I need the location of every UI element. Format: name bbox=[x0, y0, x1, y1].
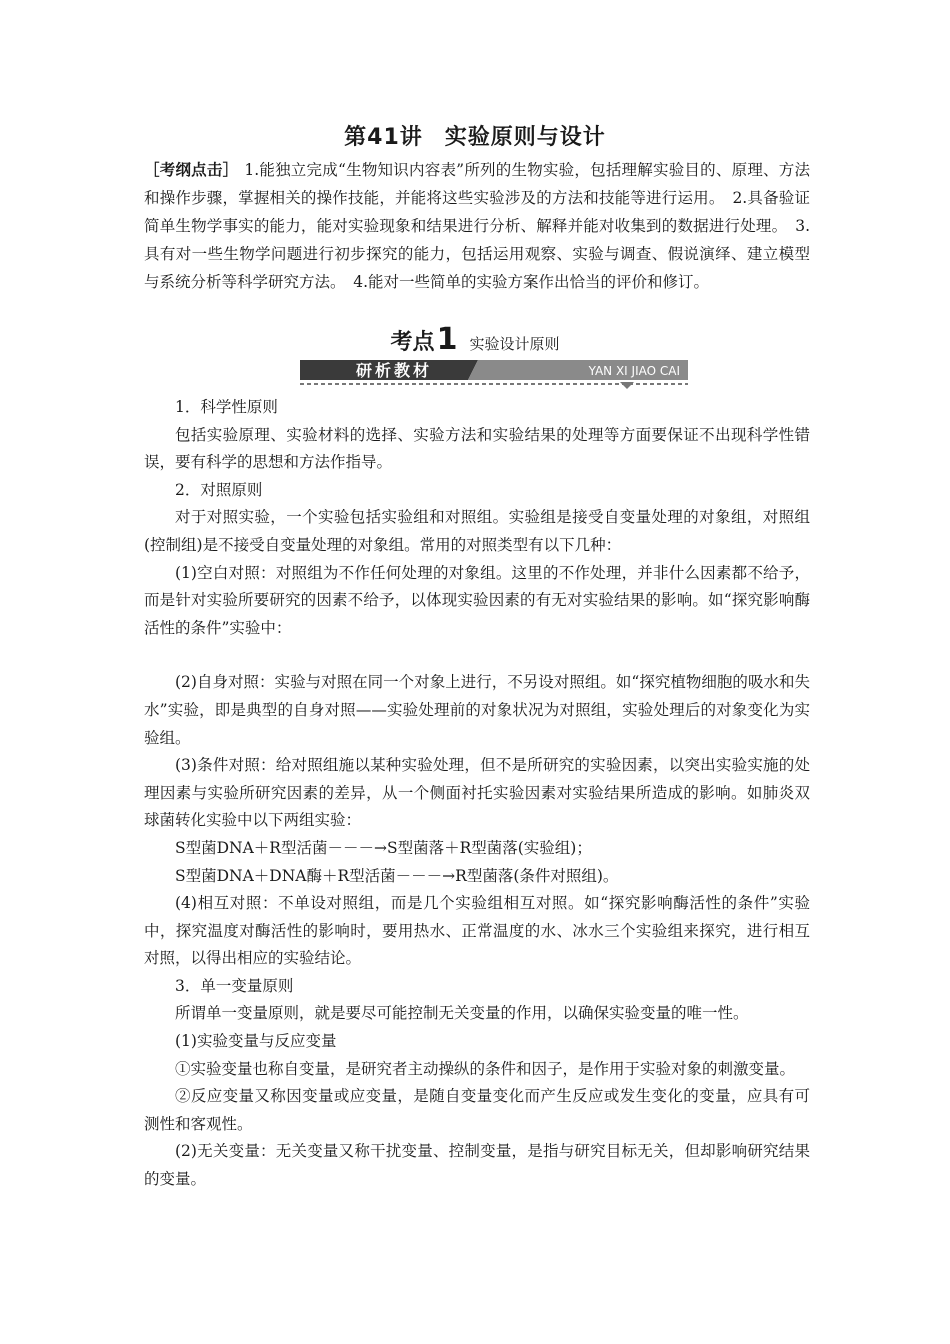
paragraph: 对于对照实验，一个实验包括实验组和对照组。实验组是接受自变量处理的对象组，对照组(控制组)是不接受自变量处理的对象组。常用的对照类型有以下几种： bbox=[144, 508, 810, 554]
syllabus-tag: ［考纲点击］ bbox=[144, 161, 239, 179]
kaodian-label: 考点 bbox=[390, 330, 435, 355]
content-body bbox=[144, 394, 810, 1194]
subheading: (1)实验变量与反应变量 bbox=[175, 1032, 337, 1051]
heading-scientific-principle: 1．科学性原则 bbox=[175, 398, 278, 416]
paragraph: 所谓单一变量原则，就是要尽可能控制无关变量的作用，以确保实验变量的唯一性。 bbox=[175, 1004, 749, 1023]
paragraph: 包括实验原理、实验材料的选择、实验方法和实验结果的处理等方面要保证不出现科学性错误，要有科学的思想和方法作指导。 bbox=[144, 425, 810, 472]
equation-line: S型菌DNA＋R型活菌－－－→S型菌落＋R型菌落(实验组)； bbox=[175, 838, 592, 857]
chevron-down-icon bbox=[620, 382, 634, 389]
paragraph: (2)自身对照：实验与对照在同一个对象上进行，不另设对照组。如“探究植物细胞的吸水和失水”实验，即是典型的自身对照——实验处理前的对象状况为对照组，实验处理后的对象变化为实验组。 bbox=[144, 673, 810, 747]
paragraph: (4)相互对照：不单设对照组，而是几个实验组相互对照。如“探究影响酶活性的条件”实验中，探究温度对酶活性的影响时，要用热水、正常温度的水、冰水三个实验组来探究，进行相互对照，以得出相应的实验结论。 bbox=[144, 894, 810, 968]
paragraph: (3)条件对照：给对照组施以某种实验处理，但不是所研究的实验因素，以突出实验实施的处理因素与实验所研究因素的差异，从一个侧面衬托实验因素对实验结果所造成的影响。如肺炎双球菌转化实验中以下两组实验： bbox=[144, 756, 810, 830]
paragraph: ②反应变量又称因变量或应变量，是随自变量变化而产生反应或发生变化的变量，应具有可测性和客观性。 bbox=[144, 1087, 810, 1133]
heading-single-variable: 3．单一变量原则 bbox=[175, 976, 294, 995]
paragraph: ①实验变量也称自变量，是研究者主动操纵的条件和因子，是作用于实验对象的刺激变量。 bbox=[175, 1059, 796, 1078]
syllabus-points bbox=[144, 156, 810, 296]
lesson-number: 第41讲 bbox=[344, 125, 423, 150]
lesson-title bbox=[0, 120, 950, 151]
kaodian-heading bbox=[0, 322, 950, 357]
paragraph: (1)空白对照：对照组为不作任何处理的对象组。这里的不作处理，并非什么因素都不给予，而是针对实验所要研究的因素不给予，以体现实验因素的有无对实验结果的影响。如“探究影响酶活性的条件”实验中： bbox=[144, 563, 810, 637]
equation-line: S型菌DNA＋DNA酶＋R型活菌－－－→R型菌落(条件对照组)。 bbox=[175, 866, 619, 885]
kaodian-subtitle: 实验设计原则 bbox=[469, 335, 560, 353]
banner-title-cn: 研析教材 bbox=[356, 361, 433, 380]
kaodian-number: 1 bbox=[436, 322, 458, 357]
heading-control-principle: 2．对照原则 bbox=[175, 480, 263, 499]
paragraph: (2)无关变量：无关变量又称干扰变量、控制变量，是指与研究目标无关，但却影响研究结果的变量。 bbox=[144, 1142, 810, 1189]
lesson-name: 实验原则与设计 bbox=[444, 125, 606, 150]
section-banner bbox=[300, 354, 688, 390]
syllabus-text: 1.能独立完成“生物知识内容表”所列的生物实验，包括理解实验目的、原理、方法和操作步骤，掌握相关的操作技能，并能将这些实验涉及的方法和技能等进行运用。 2.具备验证简单生物学事实的能力，能对实验现象和结果进行分析、解释并能对收集到的数据进行处理。 3.具有对一些生物学问题进行初步探究的能力，包括运用观察、实验与调查、假说演绎、建立模型与系统分析等科学研究方法。 4.能对一些简单的实验方案作出恰当的评价和修订。 bbox=[144, 161, 810, 291]
banner-title-en: YAN XI JIAO CAI bbox=[588, 364, 680, 378]
